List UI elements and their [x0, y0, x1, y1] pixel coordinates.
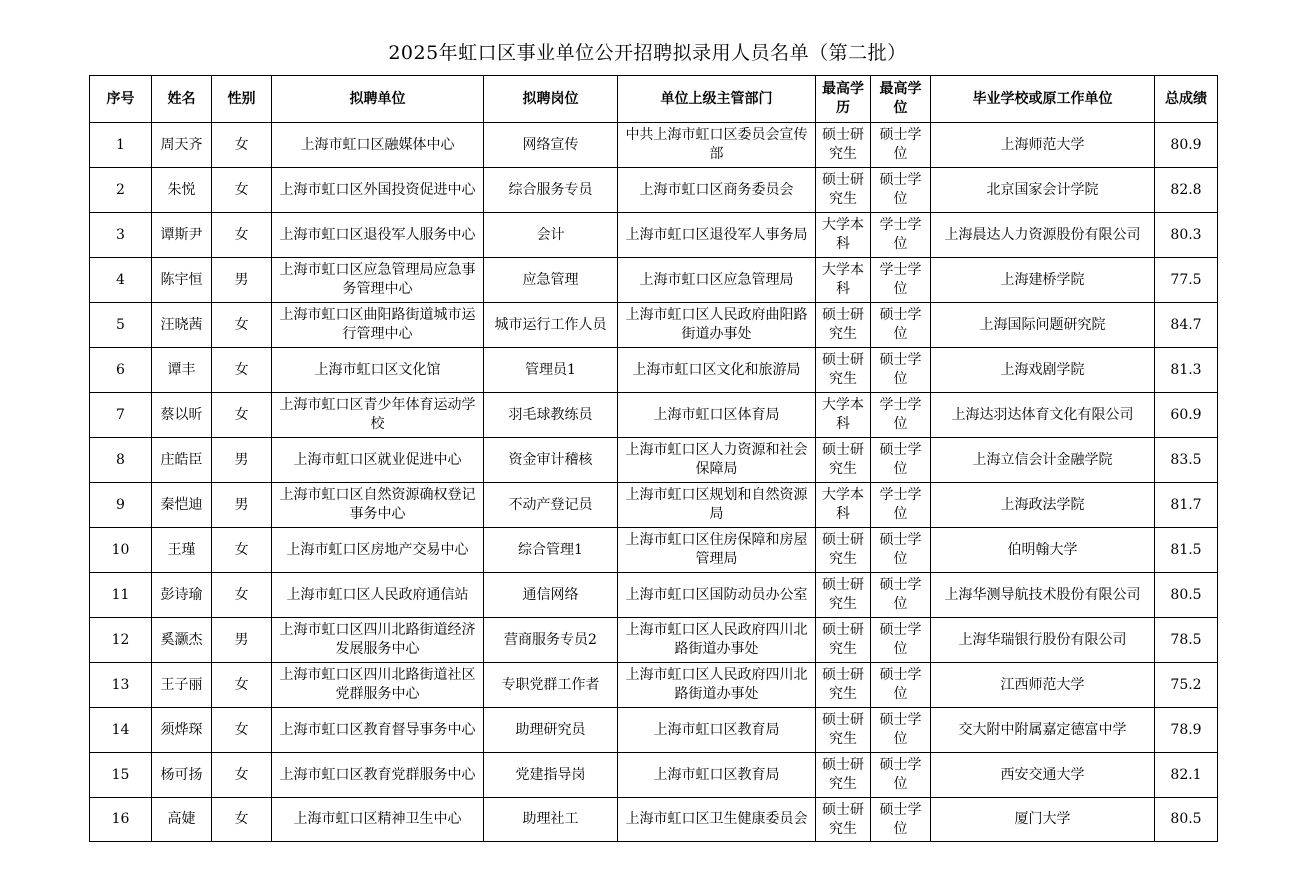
cell-unit: 上海市虹口区教育督导事务中心 [272, 708, 484, 753]
cell-score: 81.5 [1155, 528, 1218, 573]
cell-degree: 硕士学位 [871, 753, 931, 798]
header-school: 毕业学校或原工作单位 [931, 76, 1155, 123]
cell-position: 资金审计稽核 [484, 438, 618, 483]
table-row [90, 528, 1218, 573]
cell-degree: 硕士学位 [871, 123, 931, 168]
cell-school: 上海国际问题研究院 [931, 303, 1155, 348]
cell-education: 硕士研究生 [816, 168, 871, 213]
cell-name: 彭诗瑜 [152, 573, 212, 618]
cell-school: 上海晨达人力资源股份有限公司 [931, 213, 1155, 258]
cell-position: 城市运行工作人员 [484, 303, 618, 348]
cell-score: 78.9 [1155, 708, 1218, 753]
header-score: 总成绩 [1155, 76, 1218, 123]
cell-unit: 上海市虹口区精神卫生中心 [272, 798, 484, 842]
cell-education: 大学本科 [816, 483, 871, 528]
cell-degree: 学士学位 [871, 393, 931, 438]
cell-index: 9 [90, 483, 152, 528]
cell-position: 应急管理 [484, 258, 618, 303]
cell-index: 13 [90, 663, 152, 708]
cell-position: 助理研究员 [484, 708, 618, 753]
cell-name: 汪晓茜 [152, 303, 212, 348]
cell-degree: 硕士学位 [871, 168, 931, 213]
cell-index: 5 [90, 303, 152, 348]
cell-department: 上海市虹口区卫生健康委员会 [618, 798, 816, 842]
cell-name: 王子丽 [152, 663, 212, 708]
header-gender: 性别 [212, 76, 272, 123]
cell-name: 周天齐 [152, 123, 212, 168]
cell-gender: 女 [212, 348, 272, 393]
cell-school: 上海达羽达体育文化有限公司 [931, 393, 1155, 438]
cell-gender: 男 [212, 258, 272, 303]
cell-unit: 上海市虹口区教育党群服务中心 [272, 753, 484, 798]
cell-score: 78.5 [1155, 618, 1218, 663]
cell-index: 15 [90, 753, 152, 798]
cell-department: 上海市虹口区人力资源和社会保障局 [618, 438, 816, 483]
cell-position: 党建指导岗 [484, 753, 618, 798]
cell-gender: 男 [212, 438, 272, 483]
cell-school: 交大附中附属嘉定德富中学 [931, 708, 1155, 753]
cell-index: 14 [90, 708, 152, 753]
cell-education: 硕士研究生 [816, 528, 871, 573]
cell-score: 83.5 [1155, 438, 1218, 483]
header-unit: 拟聘单位 [272, 76, 484, 123]
cell-name: 杨可扬 [152, 753, 212, 798]
cell-school: 江西师范大学 [931, 663, 1155, 708]
cell-department: 上海市虹口区教育局 [618, 753, 816, 798]
cell-gender: 女 [212, 708, 272, 753]
cell-degree: 学士学位 [871, 213, 931, 258]
cell-unit: 上海市虹口区四川北路街道社区党群服务中心 [272, 663, 484, 708]
cell-name: 高婕 [152, 798, 212, 842]
cell-education: 硕士研究生 [816, 753, 871, 798]
cell-position: 管理员1 [484, 348, 618, 393]
cell-score: 81.3 [1155, 348, 1218, 393]
cell-department: 上海市虹口区人民政府四川北路街道办事处 [618, 618, 816, 663]
cell-name: 谭斯尹 [152, 213, 212, 258]
table-row [90, 798, 1218, 842]
page-title: 2025年虹口区事业单位公开招聘拟录用人员名单（第二批） [388, 42, 907, 64]
cell-index: 1 [90, 123, 152, 168]
cell-index: 6 [90, 348, 152, 393]
candidate-table [89, 75, 1218, 842]
cell-school: 北京国家会计学院 [931, 168, 1155, 213]
cell-position: 综合服务专员 [484, 168, 618, 213]
cell-unit: 上海市虹口区人民政府通信站 [272, 573, 484, 618]
header-degree: 最高学位 [871, 76, 931, 123]
cell-name: 庄皓臣 [152, 438, 212, 483]
cell-education: 大学本科 [816, 393, 871, 438]
cell-score: 82.1 [1155, 753, 1218, 798]
cell-unit: 上海市虹口区融媒体中心 [272, 123, 484, 168]
cell-position: 营商服务专员2 [484, 618, 618, 663]
cell-degree: 硕士学位 [871, 798, 931, 842]
cell-position: 通信网络 [484, 573, 618, 618]
cell-education: 硕士研究生 [816, 663, 871, 708]
table-row [90, 753, 1218, 798]
cell-position: 助理社工 [484, 798, 618, 842]
cell-gender: 女 [212, 663, 272, 708]
table-row [90, 438, 1218, 483]
header-position: 拟聘岗位 [484, 76, 618, 123]
cell-unit: 上海市虹口区文化馆 [272, 348, 484, 393]
cell-name: 秦恺迪 [152, 483, 212, 528]
cell-index: 2 [90, 168, 152, 213]
cell-education: 硕士研究生 [816, 348, 871, 393]
cell-gender: 女 [212, 213, 272, 258]
table-row [90, 573, 1218, 618]
cell-position: 羽毛球教练员 [484, 393, 618, 438]
cell-score: 75.2 [1155, 663, 1218, 708]
header-row [90, 76, 1218, 123]
table-row [90, 168, 1218, 213]
cell-education: 硕士研究生 [816, 618, 871, 663]
cell-education: 硕士研究生 [816, 123, 871, 168]
cell-unit: 上海市虹口区自然资源确权登记事务中心 [272, 483, 484, 528]
cell-gender: 女 [212, 168, 272, 213]
cell-unit: 上海市虹口区应急管理局应急事务管理中心 [272, 258, 484, 303]
cell-department: 上海市虹口区退役军人事务局 [618, 213, 816, 258]
cell-score: 80.5 [1155, 573, 1218, 618]
cell-department: 上海市虹口区人民政府曲阳路街道办事处 [618, 303, 816, 348]
cell-department: 上海市虹口区文化和旅游局 [618, 348, 816, 393]
cell-department: 上海市虹口区体育局 [618, 393, 816, 438]
table-row [90, 393, 1218, 438]
table-row [90, 213, 1218, 258]
cell-gender: 男 [212, 483, 272, 528]
cell-school: 西安交通大学 [931, 753, 1155, 798]
cell-position: 专职党群工作者 [484, 663, 618, 708]
cell-department: 上海市虹口区应急管理局 [618, 258, 816, 303]
cell-degree: 硕士学位 [871, 708, 931, 753]
cell-index: 11 [90, 573, 152, 618]
table-body [90, 123, 1218, 842]
cell-gender: 女 [212, 123, 272, 168]
table-row [90, 663, 1218, 708]
cell-name: 陈宇恒 [152, 258, 212, 303]
cell-degree: 学士学位 [871, 483, 931, 528]
header-education: 最高学历 [816, 76, 871, 123]
cell-index: 12 [90, 618, 152, 663]
cell-gender: 女 [212, 303, 272, 348]
cell-degree: 硕士学位 [871, 618, 931, 663]
cell-education: 硕士研究生 [816, 708, 871, 753]
cell-unit: 上海市虹口区四川北路街道经济发展服务中心 [272, 618, 484, 663]
cell-education: 硕士研究生 [816, 798, 871, 842]
cell-school: 上海立信会计金融学院 [931, 438, 1155, 483]
cell-score: 80.3 [1155, 213, 1218, 258]
table-row [90, 123, 1218, 168]
cell-unit: 上海市虹口区曲阳路街道城市运行管理中心 [272, 303, 484, 348]
cell-index: 10 [90, 528, 152, 573]
cell-score: 84.7 [1155, 303, 1218, 348]
cell-department: 上海市虹口区规划和自然资源局 [618, 483, 816, 528]
table-row [90, 258, 1218, 303]
cell-education: 大学本科 [816, 258, 871, 303]
cell-school: 上海华瑞银行股份有限公司 [931, 618, 1155, 663]
cell-name: 蔡以昕 [152, 393, 212, 438]
cell-gender: 女 [212, 798, 272, 842]
cell-education: 大学本科 [816, 213, 871, 258]
cell-name: 奚灏杰 [152, 618, 212, 663]
cell-position: 网络宣传 [484, 123, 618, 168]
cell-unit: 上海市虹口区就业促进中心 [272, 438, 484, 483]
header-name: 姓名 [152, 76, 212, 123]
cell-department: 上海市虹口区国防动员办公室 [618, 573, 816, 618]
cell-school: 伯明翰大学 [931, 528, 1155, 573]
cell-school: 上海师范大学 [931, 123, 1155, 168]
cell-name: 谭丰 [152, 348, 212, 393]
cell-index: 7 [90, 393, 152, 438]
cell-index: 16 [90, 798, 152, 842]
cell-school: 上海建桥学院 [931, 258, 1155, 303]
cell-index: 3 [90, 213, 152, 258]
cell-gender: 男 [212, 618, 272, 663]
cell-position: 会计 [484, 213, 618, 258]
cell-department: 上海市虹口区商务委员会 [618, 168, 816, 213]
table-row [90, 483, 1218, 528]
cell-department: 上海市虹口区人民政府四川北路街道办事处 [618, 663, 816, 708]
cell-index: 8 [90, 438, 152, 483]
cell-index: 4 [90, 258, 152, 303]
cell-unit: 上海市虹口区房地产交易中心 [272, 528, 484, 573]
cell-department: 上海市虹口区住房保障和房屋管理局 [618, 528, 816, 573]
cell-education: 硕士研究生 [816, 438, 871, 483]
table-row [90, 708, 1218, 753]
cell-degree: 学士学位 [871, 258, 931, 303]
cell-score: 81.7 [1155, 483, 1218, 528]
header-department: 单位上级主管部门 [618, 76, 816, 123]
table-row [90, 303, 1218, 348]
cell-name: 朱悦 [152, 168, 212, 213]
cell-department: 中共上海市虹口区委员会宣传部 [618, 123, 816, 168]
cell-gender: 女 [212, 393, 272, 438]
cell-degree: 硕士学位 [871, 528, 931, 573]
cell-position: 不动产登记员 [484, 483, 618, 528]
cell-gender: 女 [212, 573, 272, 618]
cell-education: 硕士研究生 [816, 573, 871, 618]
cell-gender: 女 [212, 753, 272, 798]
table-row [90, 348, 1218, 393]
cell-gender: 女 [212, 528, 272, 573]
cell-name: 王瑾 [152, 528, 212, 573]
cell-score: 80.5 [1155, 798, 1218, 842]
cell-education: 硕士研究生 [816, 303, 871, 348]
cell-school: 上海华测导航技术股份有限公司 [931, 573, 1155, 618]
cell-degree: 硕士学位 [871, 438, 931, 483]
cell-degree: 硕士学位 [871, 303, 931, 348]
cell-degree: 硕士学位 [871, 348, 931, 393]
cell-name: 须烨琛 [152, 708, 212, 753]
cell-score: 60.9 [1155, 393, 1218, 438]
cell-score: 82.8 [1155, 168, 1218, 213]
cell-school: 厦门大学 [931, 798, 1155, 842]
cell-school: 上海政法学院 [931, 483, 1155, 528]
cell-unit: 上海市虹口区退役军人服务中心 [272, 213, 484, 258]
cell-department: 上海市虹口区教育局 [618, 708, 816, 753]
cell-degree: 硕士学位 [871, 573, 931, 618]
cell-score: 80.9 [1155, 123, 1218, 168]
cell-school: 上海戏剧学院 [931, 348, 1155, 393]
cell-position: 综合管理1 [484, 528, 618, 573]
cell-unit: 上海市虹口区外国投资促进中心 [272, 168, 484, 213]
table-row [90, 618, 1218, 663]
cell-unit: 上海市虹口区青少年体育运动学校 [272, 393, 484, 438]
header-index: 序号 [90, 76, 152, 123]
cell-score: 77.5 [1155, 258, 1218, 303]
cell-degree: 硕士学位 [871, 663, 931, 708]
